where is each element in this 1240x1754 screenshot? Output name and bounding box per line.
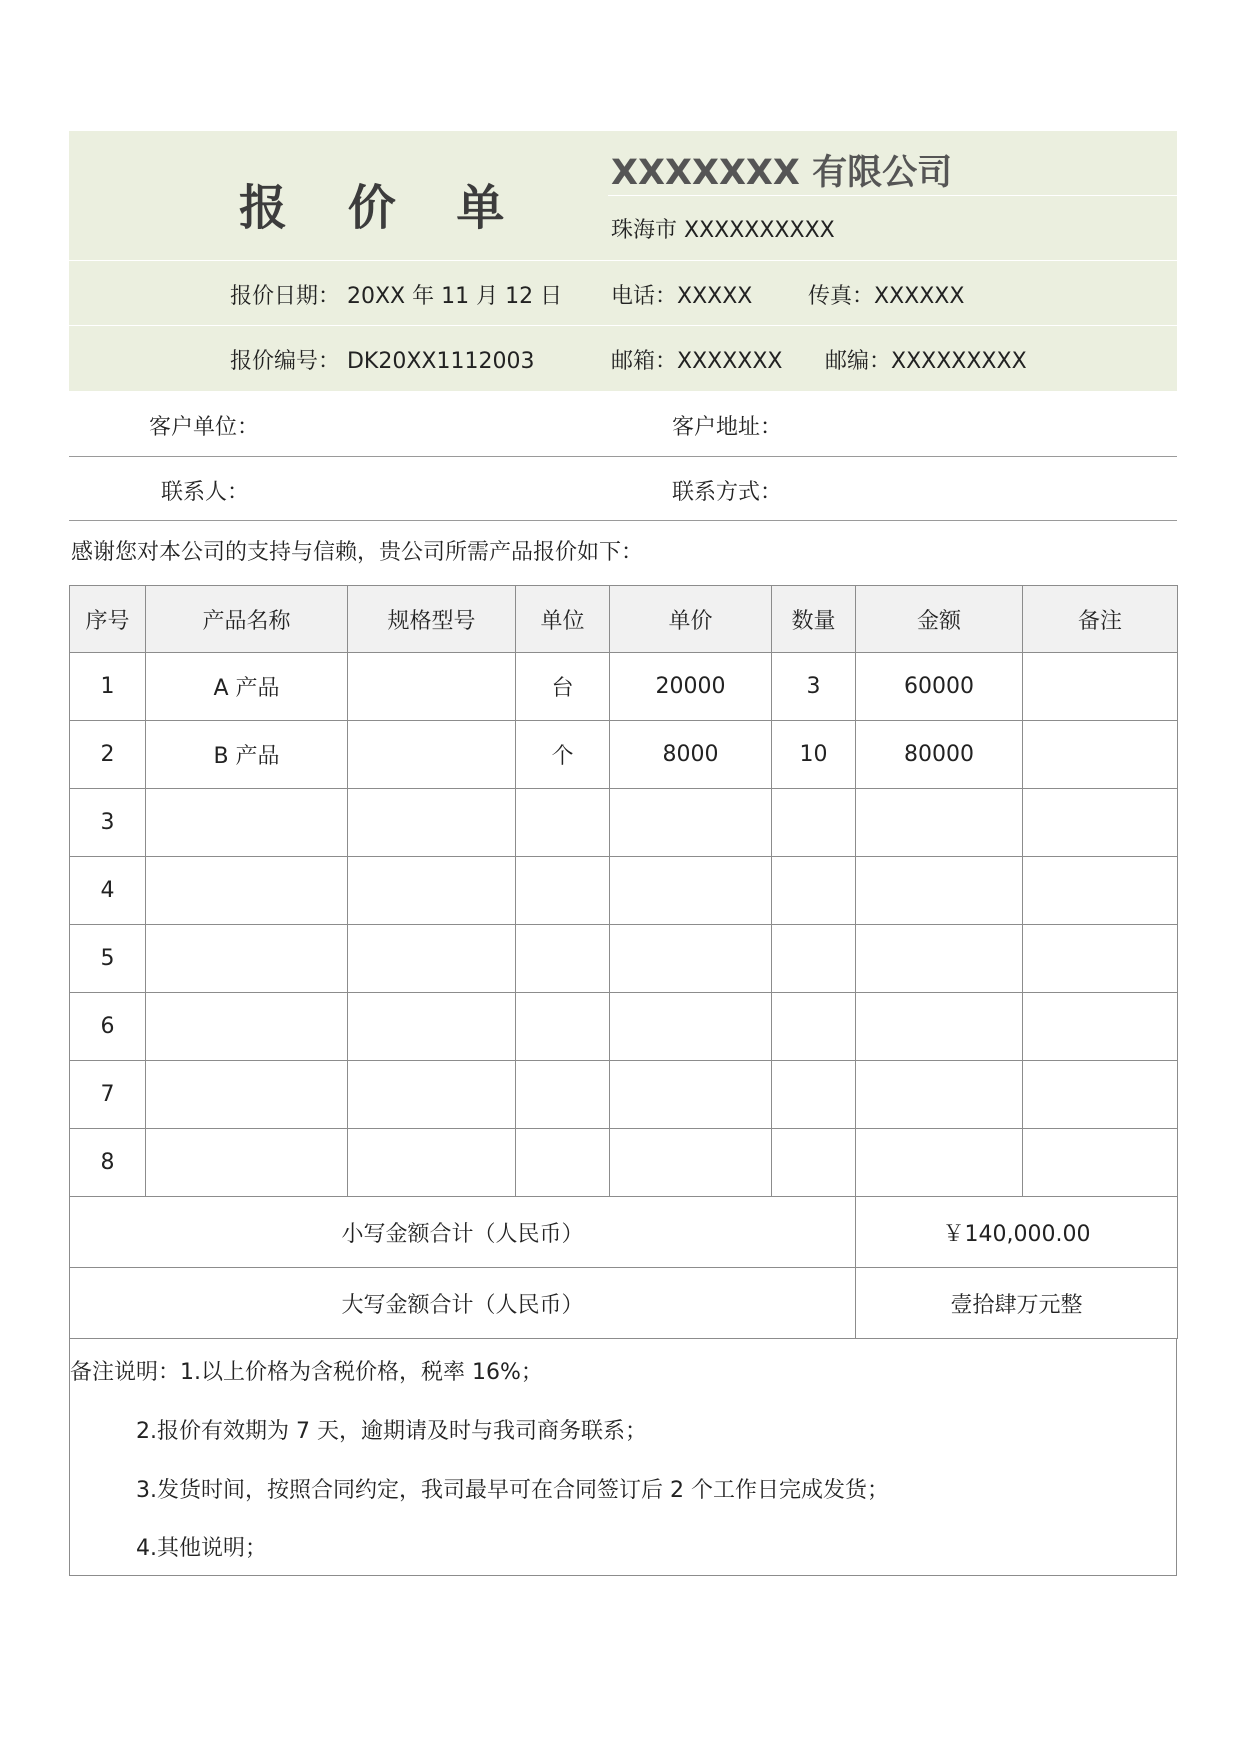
- table-cell: [1023, 857, 1178, 925]
- table-cell: [1023, 789, 1178, 857]
- table-cell: 个: [516, 721, 610, 789]
- table-row: [70, 857, 1178, 925]
- table-cell: 8: [70, 1129, 146, 1197]
- header-divider: [608, 195, 1177, 196]
- column-header: 备注: [1023, 586, 1178, 653]
- table-cell: [348, 721, 516, 789]
- table-cell: [856, 993, 1023, 1061]
- table-cell: 台: [516, 653, 610, 721]
- table-cell: [772, 789, 856, 857]
- customer-unit-label: 客户单位：: [149, 415, 260, 440]
- table-cell: [610, 925, 772, 993]
- table-cell: 2: [70, 721, 146, 789]
- table-cell: [610, 1061, 772, 1129]
- table-cell: [1023, 1061, 1178, 1129]
- page-title: 报 价 单: [239, 180, 527, 236]
- table-row: [70, 653, 1178, 721]
- table-cell: [146, 789, 348, 857]
- quotation-page: [69, 131, 1177, 1576]
- table-cell: [856, 1061, 1023, 1129]
- table-cell: [348, 653, 516, 721]
- quote-date: 报价日期： 20XX 年 11 月 12 日: [230, 284, 563, 309]
- column-header: 数量: [772, 586, 856, 653]
- table-cell: [516, 993, 610, 1061]
- note-line: 2.报价有效期为 7 天，逾期请及时与我司商务联系；: [136, 1419, 647, 1444]
- note-line: 3.发货时间，按照合同约定，我司最早可在合同签订后 2 个工作日完成发货；: [136, 1478, 889, 1503]
- table-row: [70, 789, 1178, 857]
- contact-person-label: 联系人：: [161, 480, 250, 505]
- table-cell: [146, 993, 348, 1061]
- column-header: 规格型号: [348, 586, 516, 653]
- table-cell: [516, 789, 610, 857]
- table-cell: [348, 857, 516, 925]
- lower-total-value: ￥140,000.00: [856, 1197, 1178, 1268]
- column-header: 单价: [610, 586, 772, 653]
- table-cell: 10: [772, 721, 856, 789]
- quote-number: 报价编号： DK20XX1112003: [230, 349, 535, 374]
- table-row: [70, 993, 1178, 1061]
- table-cell: [348, 1061, 516, 1129]
- lower-total-row: [70, 1197, 1178, 1268]
- table-cell: [146, 925, 348, 993]
- company-name: XXXXXXX 有限公司: [611, 153, 953, 193]
- table-body: [70, 653, 1178, 1197]
- table-cell: [146, 1129, 348, 1197]
- lower-total-label: 小写金额合计（人民币）: [70, 1197, 856, 1268]
- table-cell: 4: [70, 857, 146, 925]
- table-cell: [610, 993, 772, 1061]
- table-cell: A 产品: [146, 653, 348, 721]
- note-line: 4.其他说明；: [136, 1536, 267, 1561]
- table-cell: [348, 789, 516, 857]
- header-divider: [69, 325, 1177, 326]
- table-cell: [516, 1129, 610, 1197]
- column-header: 产品名称: [146, 586, 348, 653]
- row-divider: [69, 456, 1177, 457]
- table-row: [70, 1061, 1178, 1129]
- table-cell: [772, 925, 856, 993]
- quotation-table: [69, 585, 1178, 1339]
- customer-address-label: 客户地址：: [672, 415, 783, 440]
- table-cell: [1023, 653, 1178, 721]
- table-row: [70, 925, 1178, 993]
- table-cell: [610, 789, 772, 857]
- table-cell: [146, 857, 348, 925]
- upper-total-row: [70, 1268, 1178, 1339]
- table-cell: [1023, 925, 1178, 993]
- column-header: 序号: [70, 586, 146, 653]
- customer-info: [69, 391, 1177, 521]
- table-cell: 80000: [856, 721, 1023, 789]
- notes-box: [69, 1339, 1177, 1576]
- table-cell: [516, 1061, 610, 1129]
- table-cell: [348, 1129, 516, 1197]
- note-line: 备注说明：1.以上价格为含税价格，税率 16%；: [70, 1360, 543, 1385]
- table-cell: 7: [70, 1061, 146, 1129]
- table-cell: B 产品: [146, 721, 348, 789]
- table-cell: [856, 789, 1023, 857]
- company-phone: 电话：XXXXX: [611, 284, 753, 309]
- table-cell: 5: [70, 925, 146, 993]
- table-cell: [856, 857, 1023, 925]
- column-header: 单位: [516, 586, 610, 653]
- table-cell: 3: [70, 789, 146, 857]
- table-cell: [1023, 1129, 1178, 1197]
- table-cell: [772, 1129, 856, 1197]
- table-cell: 60000: [856, 653, 1023, 721]
- column-header: 金额: [856, 586, 1023, 653]
- quotation-header: [69, 131, 1177, 391]
- company-postcode: 邮编：XXXXXXXXX: [825, 349, 1027, 374]
- table-cell: 20000: [610, 653, 772, 721]
- intro-text: 感谢您对本公司的支持与信赖，贵公司所需产品报价如下：: [71, 540, 644, 565]
- table-cell: [610, 1129, 772, 1197]
- table-cell: [610, 857, 772, 925]
- table-header-row: [70, 586, 1178, 653]
- table-cell: [772, 993, 856, 1061]
- table-cell: [1023, 993, 1178, 1061]
- table-row: [70, 721, 1178, 789]
- table-cell: 1: [70, 653, 146, 721]
- table-cell: 6: [70, 993, 146, 1061]
- upper-total-label: 大写金额合计（人民币）: [70, 1268, 856, 1339]
- header-divider: [69, 260, 1177, 261]
- table-cell: [772, 857, 856, 925]
- table-cell: 3: [772, 653, 856, 721]
- table-row: [70, 1129, 1178, 1197]
- contact-method-label: 联系方式：: [672, 480, 783, 505]
- company-address: 珠海市 XXXXXXXXXX: [611, 218, 835, 243]
- table-cell: [146, 1061, 348, 1129]
- table-cell: [348, 925, 516, 993]
- table-cell: 8000: [610, 721, 772, 789]
- table-cell: [772, 1061, 856, 1129]
- table-cell: [348, 993, 516, 1061]
- upper-total-value: 壹拾肆万元整: [856, 1268, 1178, 1339]
- table-cell: [856, 1129, 1023, 1197]
- table-cell: [516, 925, 610, 993]
- company-fax: 传真：XXXXXX: [808, 284, 965, 309]
- table-cell: [856, 925, 1023, 993]
- table-cell: [1023, 721, 1178, 789]
- company-email: 邮箱：XXXXXXX: [611, 349, 783, 374]
- table-cell: [516, 857, 610, 925]
